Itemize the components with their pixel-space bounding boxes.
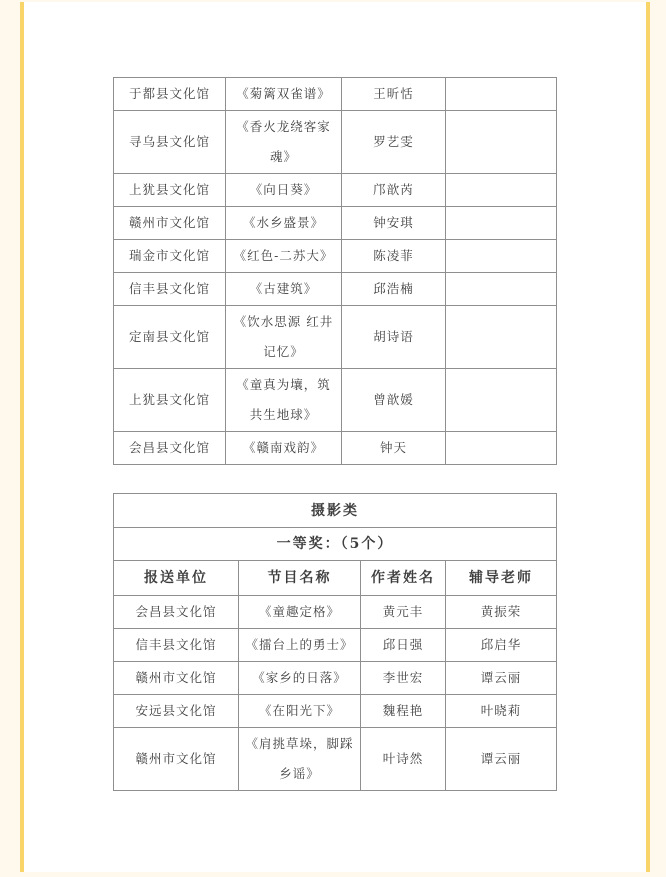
cell-author: 胡诗语 (342, 306, 446, 369)
cell-teacher: 黄振荣 (446, 596, 557, 629)
table-row (114, 174, 557, 207)
cell-author: 黄元丰 (361, 596, 446, 629)
category-title-row (114, 494, 557, 528)
cell-unit: 会昌县文化馆 (114, 596, 239, 629)
table-row (114, 728, 557, 791)
photography-table (113, 493, 557, 791)
col-header-unit: 报送单位 (114, 561, 239, 596)
table-row (114, 369, 557, 432)
cell-author: 叶诗然 (361, 728, 446, 791)
cell-author: 曾歆媛 (342, 369, 446, 432)
table-row (114, 240, 557, 273)
continuation-table (113, 77, 557, 465)
cell-teacher (446, 111, 557, 174)
table-row (114, 695, 557, 728)
cell-title: 《古建筑》 (226, 273, 342, 306)
cell-teacher (446, 369, 557, 432)
table-row (114, 78, 557, 111)
cell-title: 《家乡的日落》 (239, 662, 361, 695)
table-row (114, 207, 557, 240)
cell-title: 《擂台上的勇士》 (239, 629, 361, 662)
cell-author: 邝歆芮 (342, 174, 446, 207)
cell-teacher (446, 207, 557, 240)
cell-unit: 安远县文化馆 (114, 695, 239, 728)
cell-author: 邱日强 (361, 629, 446, 662)
cell-unit: 于都县文化馆 (114, 78, 226, 111)
cell-unit: 赣州市文化馆 (114, 728, 239, 791)
cell-teacher: 谭云丽 (446, 728, 557, 791)
cell-author: 钟安琪 (342, 207, 446, 240)
cell-unit: 信丰县文化馆 (114, 629, 239, 662)
cell-unit: 寻乌县文化馆 (114, 111, 226, 174)
table-header-row (114, 561, 557, 596)
cell-title: 《童趣定格》 (239, 596, 361, 629)
award-row (114, 528, 557, 561)
photography-table-body (114, 596, 557, 791)
col-header-teacher: 辅导老师 (446, 561, 557, 596)
cell-title: 《向日葵》 (226, 174, 342, 207)
cell-title: 《香火龙绕客家魂》 (226, 111, 342, 174)
table-row (114, 662, 557, 695)
cell-author: 王昕恬 (342, 78, 446, 111)
cell-title: 《赣南戏韵》 (226, 432, 342, 465)
award-line: 一等奖：（5个） (114, 528, 557, 561)
cell-title: 《肩挑草垛，脚踩乡谣》 (239, 728, 361, 791)
cell-teacher: 邱启华 (446, 629, 557, 662)
col-header-author: 作者姓名 (361, 561, 446, 596)
cell-unit: 上犹县文化馆 (114, 369, 226, 432)
cell-author: 罗艺雯 (342, 111, 446, 174)
cell-unit: 上犹县文化馆 (114, 174, 226, 207)
table-row (114, 273, 557, 306)
cell-author: 钟天 (342, 432, 446, 465)
cell-title: 《饮水思源 红井记忆》 (226, 306, 342, 369)
cell-teacher: 叶晓莉 (446, 695, 557, 728)
cell-unit: 赣州市文化馆 (114, 662, 239, 695)
cell-teacher (446, 174, 557, 207)
table-row (114, 596, 557, 629)
cell-teacher (446, 432, 557, 465)
cell-unit: 瑞金市文化馆 (114, 240, 226, 273)
cell-author: 李世宏 (361, 662, 446, 695)
photography-table-head (114, 494, 557, 596)
cell-title: 《菊篱双雀谱》 (226, 78, 342, 111)
cell-author: 魏程艳 (361, 695, 446, 728)
cell-unit: 信丰县文化馆 (114, 273, 226, 306)
cell-author: 陈凌菲 (342, 240, 446, 273)
table-row (114, 111, 557, 174)
document-page (20, 2, 650, 872)
cell-title: 《水乡盛景》 (226, 207, 342, 240)
cell-title: 《童真为壤，筑共生地球》 (226, 369, 342, 432)
cell-teacher (446, 240, 557, 273)
cell-unit: 定南县文化馆 (114, 306, 226, 369)
cell-unit: 赣州市文化馆 (114, 207, 226, 240)
cell-teacher (446, 273, 557, 306)
cell-teacher (446, 306, 557, 369)
table-row (114, 629, 557, 662)
cell-author: 邱浩楠 (342, 273, 446, 306)
table-row (114, 306, 557, 369)
cell-teacher (446, 78, 557, 111)
col-header-title: 节目名称 (239, 561, 361, 596)
table-row (114, 432, 557, 465)
cell-unit: 会昌县文化馆 (114, 432, 226, 465)
cell-teacher: 谭云丽 (446, 662, 557, 695)
cell-title: 《红色-二苏大》 (226, 240, 342, 273)
category-title: 摄影类 (114, 494, 557, 528)
continuation-table-body (114, 78, 557, 465)
cell-title: 《在阳光下》 (239, 695, 361, 728)
